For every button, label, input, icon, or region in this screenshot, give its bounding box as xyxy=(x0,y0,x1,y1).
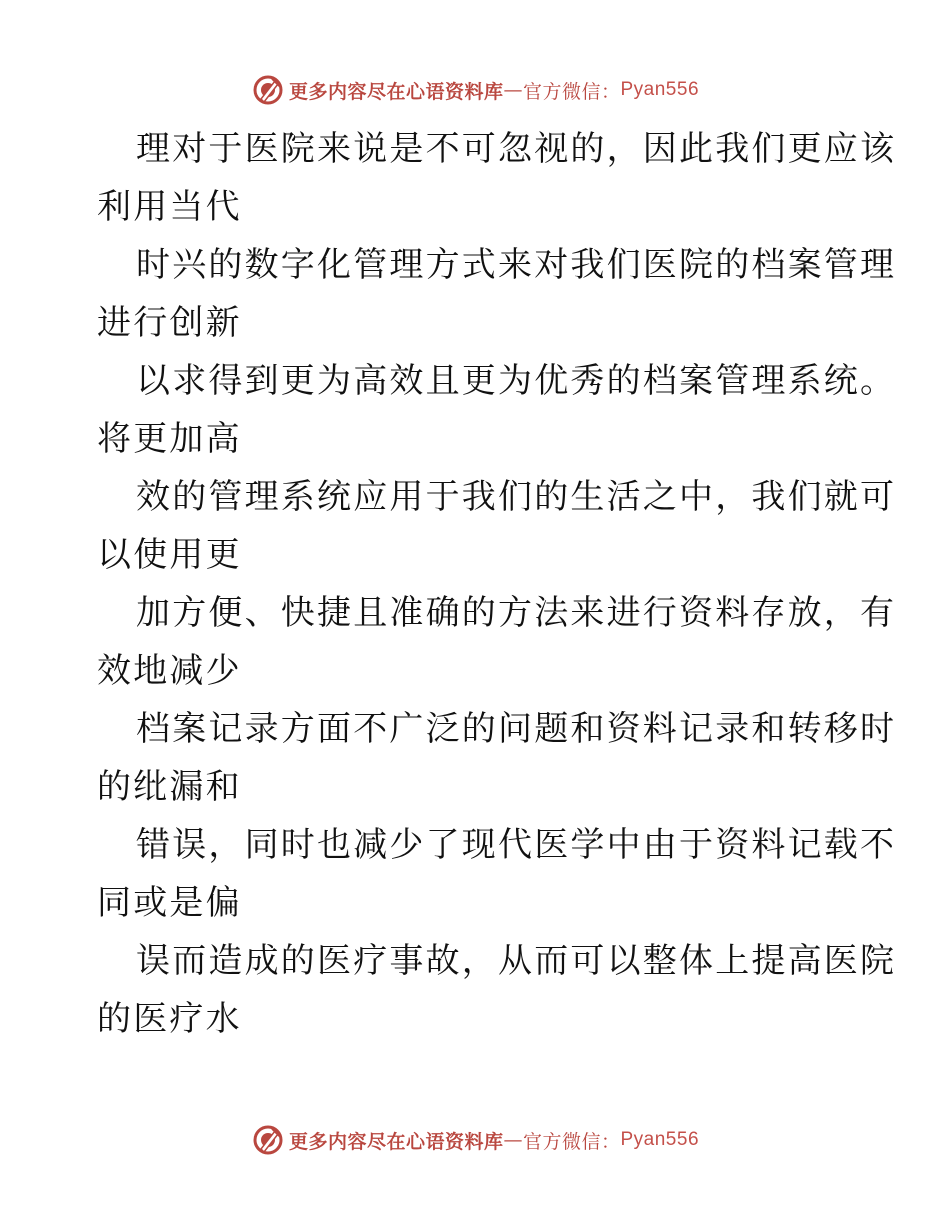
watermark-account-id: Pyan556 xyxy=(620,79,700,100)
paragraph-line: 将更加高 xyxy=(97,419,242,459)
header-watermark-banner xyxy=(0,70,950,110)
paragraph-line: 档案记录方面不广泛的问题和资料记录和转移时 xyxy=(136,709,897,749)
paragraph-line: 效的管理系统应用于我们的生活之中，我们就可 xyxy=(136,477,897,517)
watermark-brand-text: 更多内容尽在心语资料库 xyxy=(288,1130,504,1153)
paragraph-line: 效地减少 xyxy=(97,651,242,691)
paragraph-line: 以使用更 xyxy=(97,535,242,575)
paragraph-line: 的纰漏和 xyxy=(97,767,242,807)
paragraph-line: 的医疗水 xyxy=(97,999,242,1039)
paragraph xyxy=(97,700,897,816)
paragraph xyxy=(97,236,897,352)
watermark-dash: — xyxy=(503,79,523,101)
paragraph-line: 理对于医院来说是不可忽视的，因此我们更应该 xyxy=(136,129,897,169)
watermark-account-id: Pyan556 xyxy=(620,1129,700,1150)
paragraph-line: 同或是偏 xyxy=(97,883,242,923)
paragraph-line: 利用当代 xyxy=(97,187,242,227)
paragraph-line: 以求得到更为高效且更为优秀的档案管理系统。 xyxy=(136,361,897,401)
pen-nib-logo-icon xyxy=(251,1123,285,1157)
paragraph xyxy=(97,816,897,932)
watermark-dash: — xyxy=(503,1129,523,1151)
paragraph xyxy=(97,120,897,236)
paragraph xyxy=(97,932,897,1048)
watermark-brand-text: 更多内容尽在心语资料库 xyxy=(288,80,504,103)
paragraph-line: 错误，同时也减少了现代医学中由于资料记载不 xyxy=(136,825,897,865)
paragraph xyxy=(97,468,897,584)
paragraph xyxy=(97,352,897,468)
paragraph xyxy=(97,584,897,700)
paragraph-line: 时兴的数字化管理方式来对我们医院的档案管理 xyxy=(136,245,897,285)
paragraph-line: 进行创新 xyxy=(97,303,242,343)
pen-nib-logo-icon xyxy=(251,73,285,107)
document-body xyxy=(97,120,897,1048)
watermark-wechat-label: 官方微信： xyxy=(522,1130,621,1153)
paragraph-line: 加方便、快捷且准确的方法来进行资料存放，有 xyxy=(136,593,897,633)
paragraph-line: 误而造成的医疗事故，从而可以整体上提高医院 xyxy=(136,941,897,981)
watermark-wechat-label: 官方微信： xyxy=(522,80,621,103)
footer-watermark-banner xyxy=(0,1120,950,1160)
